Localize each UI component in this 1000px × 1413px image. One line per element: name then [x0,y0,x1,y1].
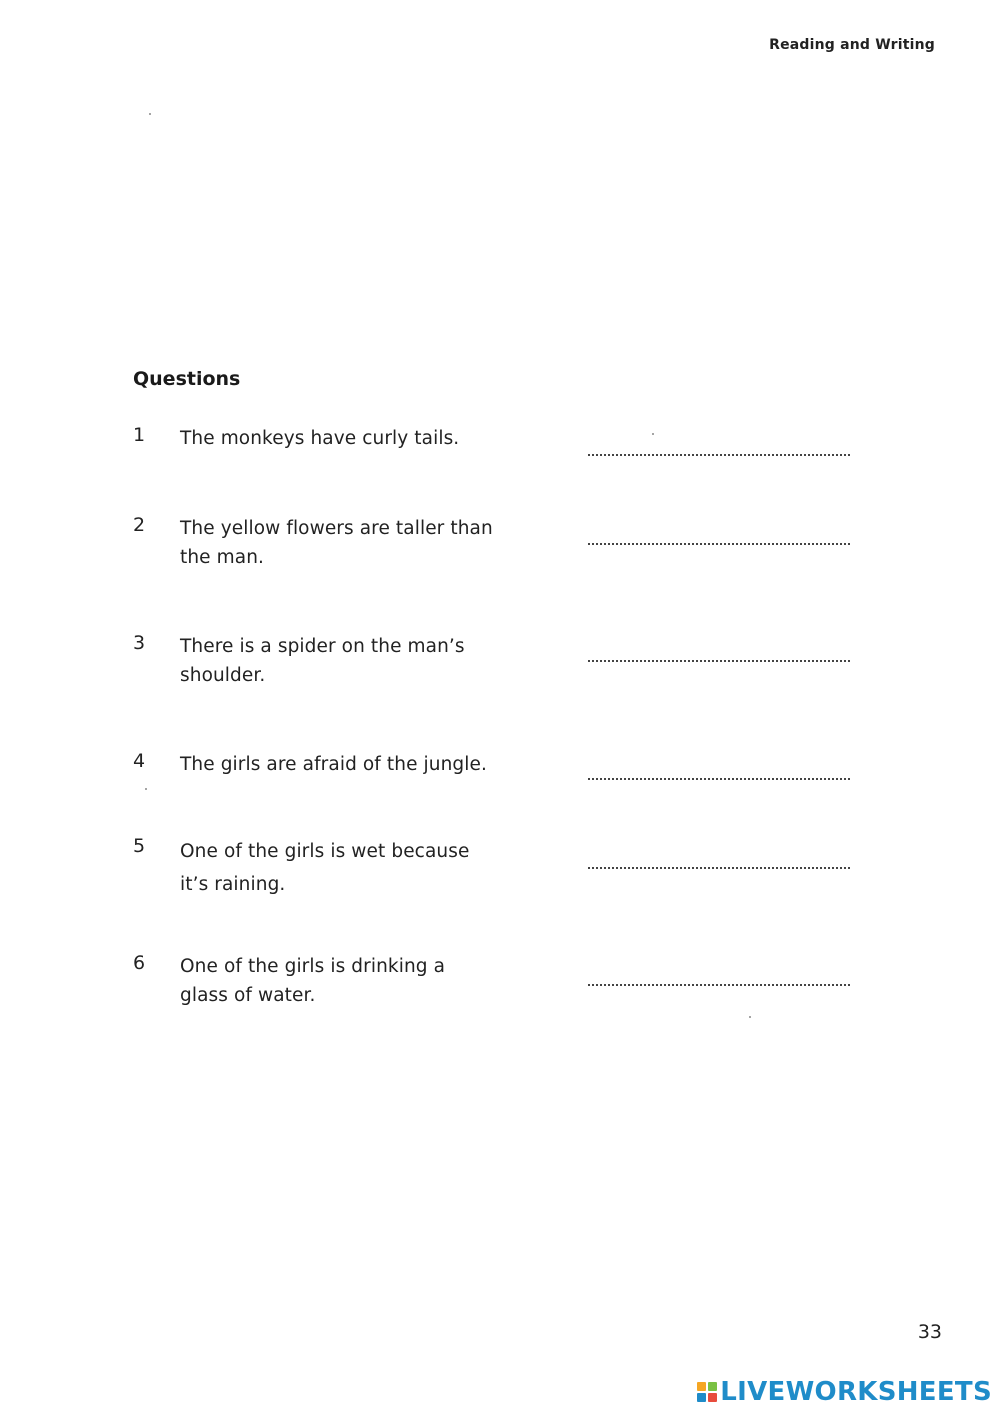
answer-field[interactable] [588,984,850,986]
scan-speck [149,113,151,115]
scan-speck [652,433,654,435]
answer-field[interactable] [588,778,850,780]
logo-square [697,1382,706,1391]
scan-speck [145,788,147,790]
question-text: The girls are afraid of the jungle. [180,754,487,775]
question-number: 2 [133,514,146,536]
question-number: 3 [133,632,146,654]
question-text: There is a spider on the man’s shoulder. [180,636,465,686]
answer-field[interactable] [588,867,850,869]
question-number: 1 [133,424,146,446]
page-number: 33 [917,1321,942,1343]
question-text: One of the girls is wet because it’s raining. [180,841,470,895]
logo-square [708,1382,717,1391]
question-number: 5 [133,835,146,857]
question-text: The monkeys have curly tails. [180,428,460,449]
section-title: Questions [133,368,241,390]
question-text: The yellow flowers are taller than the man. [180,518,493,568]
liveworksheets-logo-icon [697,1382,717,1402]
answer-field[interactable] [588,660,850,662]
watermark-text: LIVEWORKSHEETS [720,1377,992,1407]
answer-field[interactable] [588,454,850,456]
question-number: 4 [133,750,146,772]
liveworksheets-watermark [697,1375,992,1409]
question-number: 6 [133,952,146,974]
question-text: One of the girls is drinking a glass of water. [180,956,446,1006]
logo-square [697,1393,706,1402]
answer-field[interactable] [588,543,850,545]
scan-speck [749,1016,751,1018]
running-header: Reading and Writing [769,37,935,53]
logo-square [708,1393,717,1402]
